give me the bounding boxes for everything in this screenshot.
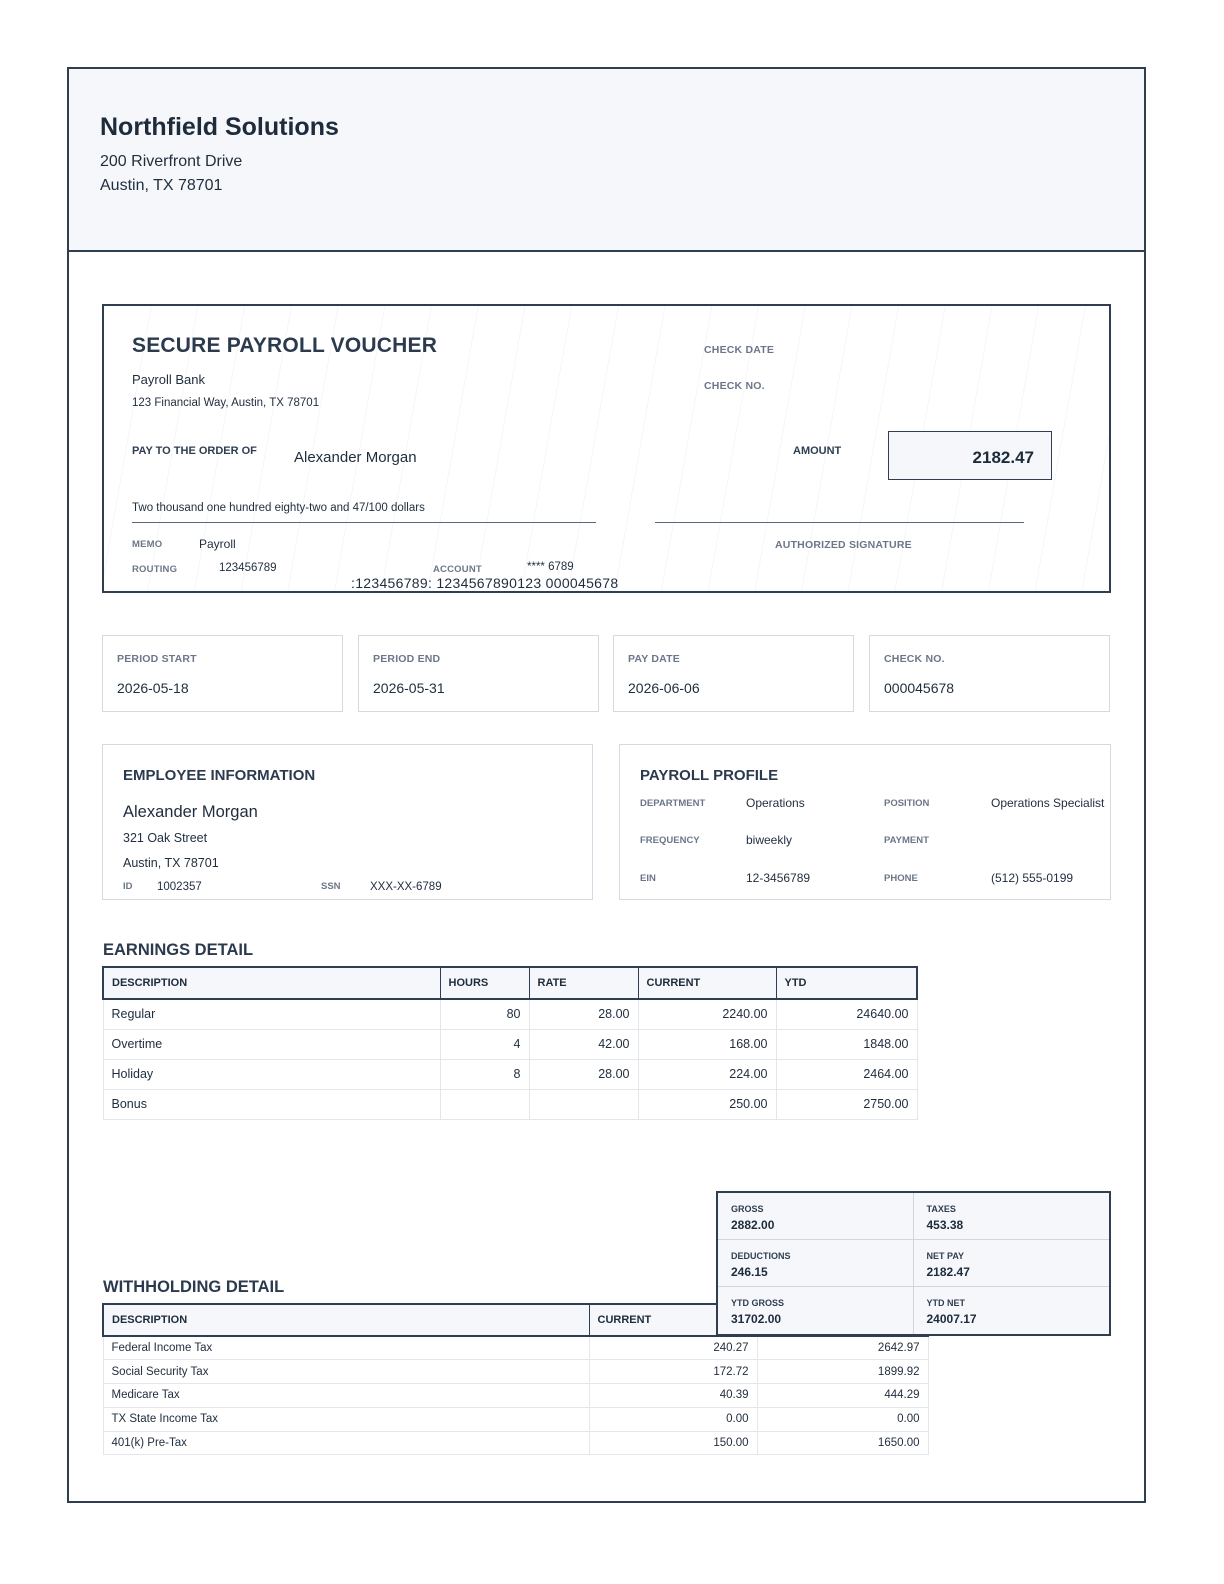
memo-label: MEMO — [132, 539, 163, 550]
check-number-label: CHECK NO. — [704, 380, 765, 392]
withholding-description: 401(k) Pre-Tax — [103, 1431, 589, 1455]
earnings-header-description: DESCRIPTION — [103, 967, 440, 999]
summary-ytd-gross-label: YTD GROSS — [731, 1298, 785, 1308]
earnings-current: 250.00 — [638, 1089, 776, 1119]
position-label: POSITION — [884, 798, 930, 809]
account-label: ACCOUNT — [433, 564, 482, 575]
summary-gross-label: GROSS — [731, 1204, 764, 1214]
summary-taxes — [914, 1193, 1110, 1240]
withholding-description: Federal Income Tax — [103, 1336, 589, 1360]
amount-label: AMOUNT — [793, 445, 842, 457]
summary-net-pay-label: NET PAY — [926, 1251, 965, 1261]
summary-ytd-net-label: YTD NET — [926, 1298, 966, 1308]
summary-deductions-label: DEDUCTIONS — [731, 1251, 791, 1261]
frequency-value: biweekly — [746, 833, 793, 847]
payroll-profile-panel — [619, 744, 1111, 900]
earnings-detail-title: EARNINGS DETAIL — [103, 941, 254, 959]
summary-deductions — [718, 1240, 914, 1287]
pay-to-order-label: PAY TO THE ORDER OF — [132, 445, 257, 457]
earnings-header-hours: HOURS — [440, 967, 529, 999]
earnings-current: 224.00 — [638, 1059, 776, 1089]
company-address-line2: Austin, TX 78701 — [100, 177, 223, 194]
pay-date-label: PAY DATE — [628, 653, 680, 665]
payment-label: PAYMENT — [884, 835, 929, 846]
ssn-value: XXX-XX-6789 — [370, 881, 442, 893]
period-start-value: 2026-05-18 — [117, 680, 189, 696]
earnings-ytd: 2464.00 — [776, 1059, 917, 1089]
table-row — [103, 1431, 928, 1455]
ein-value: 12-3456789 — [746, 871, 811, 885]
phone-label: PHONE — [884, 873, 918, 884]
earnings-header-ytd: YTD — [776, 967, 917, 999]
earnings-ytd: 1848.00 — [776, 1029, 917, 1059]
bank-name: Payroll Bank — [132, 372, 205, 387]
summary-taxes-value: 453.38 — [926, 1218, 964, 1232]
summary-ytd-gross-value: 31702.00 — [731, 1312, 782, 1326]
summary-gross — [718, 1193, 914, 1240]
amount-value: 2182.47 — [972, 448, 1034, 467]
summary-net-pay — [914, 1240, 1110, 1287]
department-value: Operations — [746, 796, 805, 810]
employee-address-line1: 321 Oak Street — [123, 831, 208, 845]
withholding-ytd: 0.00 — [757, 1407, 928, 1431]
bank-address: 123 Financial Way, Austin, TX 78701 — [132, 397, 320, 409]
phone-value: (512) 555-0199 — [991, 871, 1074, 885]
earnings-rate: 28.00 — [529, 999, 638, 1029]
earnings-header-current: CURRENT — [638, 967, 776, 999]
period-end-value: 2026-05-31 — [373, 680, 445, 696]
withholding-header-description: DESCRIPTION — [103, 1304, 589, 1336]
summary-deductions-value: 246.15 — [731, 1265, 768, 1279]
position-value: Operations Specialist — [991, 796, 1105, 810]
employee-information-panel — [102, 744, 593, 900]
earnings-header-rate: RATE — [529, 967, 638, 999]
employee-information-title: EMPLOYEE INFORMATION — [123, 767, 316, 784]
earnings-description: Regular — [103, 999, 440, 1029]
withholding-current: 240.27 — [589, 1336, 757, 1360]
amount-words-line — [132, 522, 596, 523]
earnings-ytd: 2750.00 — [776, 1089, 917, 1119]
withholding-ytd: 1899.92 — [757, 1360, 928, 1384]
account-value: **** 6789 — [527, 561, 574, 573]
period-start-label: PERIOD START — [117, 653, 197, 665]
table-row — [103, 1089, 917, 1119]
payroll-profile-title: PAYROLL PROFILE — [640, 767, 779, 784]
table-row — [103, 1059, 917, 1089]
withholding-ytd: 2642.97 — [757, 1336, 928, 1360]
check-title: SECURE PAYROLL VOUCHER — [132, 334, 438, 357]
pay-date-value: 2026-06-06 — [628, 680, 700, 696]
employee-id-label: ID — [123, 881, 133, 892]
earnings-header-row — [103, 967, 917, 999]
check-number-box — [869, 635, 1110, 712]
table-row — [103, 1407, 928, 1431]
pay-summary-box — [716, 1191, 1111, 1336]
earnings-ytd: 24640.00 — [776, 999, 917, 1029]
employee-name: Alexander Morgan — [123, 803, 258, 821]
table-row — [103, 999, 917, 1029]
earnings-hours: 4 — [440, 1029, 529, 1059]
summary-gross-value: 2882.00 — [731, 1218, 775, 1232]
earnings-hours: 8 — [440, 1059, 529, 1089]
withholding-ytd: 444.29 — [757, 1384, 928, 1408]
withholding-description: TX State Income Tax — [103, 1407, 589, 1431]
table-row — [103, 1384, 928, 1408]
table-row — [103, 1336, 928, 1360]
table-row — [103, 1360, 928, 1384]
amount-box — [888, 431, 1052, 480]
routing-label: ROUTING — [132, 564, 178, 575]
ein-label: EIN — [640, 873, 656, 884]
withholding-current: 150.00 — [589, 1431, 757, 1455]
signature-line — [655, 522, 1024, 523]
department-label: DEPARTMENT — [640, 798, 706, 809]
earnings-rate — [529, 1089, 638, 1119]
company-address-line1: 200 Riverfront Drive — [100, 153, 243, 170]
summary-ytd-gross — [718, 1287, 914, 1334]
check-number-box-label: CHECK NO. — [884, 653, 945, 665]
employee-address-line2: Austin, TX 78701 — [123, 856, 219, 870]
payee-name: Alexander Morgan — [294, 449, 417, 466]
summary-ytd-net-value: 24007.17 — [926, 1312, 977, 1326]
frequency-label: FREQUENCY — [640, 835, 700, 846]
earnings-hours — [440, 1089, 529, 1119]
withholding-description: Medicare Tax — [103, 1384, 589, 1408]
earnings-description: Bonus — [103, 1089, 440, 1119]
withholding-header-current: CURRENT — [589, 1304, 757, 1336]
withholding-current: 172.72 — [589, 1360, 757, 1384]
routing-value: 123456789 — [219, 562, 277, 574]
employee-id-value: 1002357 — [157, 881, 202, 893]
check-date-label: CHECK DATE — [704, 344, 775, 356]
period-end-label: PERIOD END — [373, 653, 441, 665]
withholding-detail-title: WITHHOLDING DETAIL — [103, 1278, 285, 1296]
earnings-description: Overtime — [103, 1029, 440, 1059]
withholding-current: 0.00 — [589, 1407, 757, 1431]
withholding-current: 40.39 — [589, 1384, 757, 1408]
earnings-description: Holiday — [103, 1059, 440, 1089]
summary-ytd-net — [914, 1287, 1110, 1334]
period-end-box — [358, 635, 599, 712]
ssn-label: SSN — [321, 881, 341, 892]
earnings-current: 2240.00 — [638, 999, 776, 1029]
period-start-box — [102, 635, 343, 712]
company-name: Northfield Solutions — [100, 113, 339, 141]
withholding-ytd: 1650.00 — [757, 1431, 928, 1455]
earnings-table — [102, 966, 918, 1120]
authorized-signature-label: AUTHORIZED SIGNATURE — [775, 539, 912, 551]
table-row — [103, 1029, 917, 1059]
earnings-rate: 42.00 — [529, 1029, 638, 1059]
company-header — [69, 69, 1144, 252]
earnings-rate: 28.00 — [529, 1059, 638, 1089]
amount-in-words: Two thousand one hundred eighty-two and 47/100 dollars — [132, 502, 425, 514]
payroll-check — [102, 304, 1111, 593]
pay-date-box — [613, 635, 854, 712]
withholding-description: Social Security Tax — [103, 1360, 589, 1384]
earnings-hours: 80 — [440, 999, 529, 1029]
earnings-current: 168.00 — [638, 1029, 776, 1059]
summary-net-pay-value: 2182.47 — [926, 1265, 970, 1279]
memo-value: Payroll — [199, 537, 236, 551]
check-number-value: 000045678 — [884, 680, 955, 696]
summary-taxes-label: TAXES — [926, 1204, 956, 1214]
micr-line: :123456789: 1234567890123 000045678 — [351, 575, 619, 591]
